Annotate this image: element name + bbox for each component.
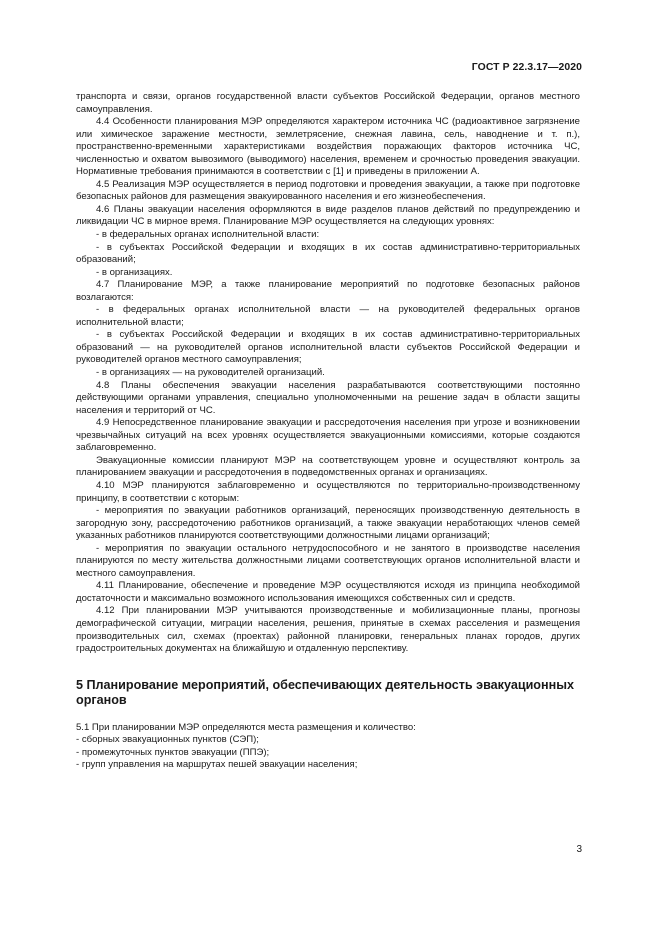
paragraph-4-5: 4.5 Реализация МЭР осуществляется в период подготовки и проведения эвакуации, а также при подготовке безопасных районов для размещения эвакуированного населения и его жизнеобеспечения. — [76, 178, 580, 203]
list-item: - мероприятия по эвакуации остального нетрудоспособного и не занятого в производстве населения планируются по месту жительства должностными лицами соответствующих органов исполнительной власти и местного самоуправления. — [76, 542, 580, 579]
paragraph-4-4: 4.4 Особенности планирования МЭР определяются характером источника ЧС (радиоактивное загрязнение или химическое заражение местности, землетрясение, снежная лавина, сель, наводнение и т. п.), пространственно-временными характеристиками воздействия поражающих факторов источника ЧС, численностью и охватом вывозимого (выводимого) населения, временем и срочностью проведения эвакуации. Нормативные требования принимаются в соответствии с [1] и приведены в приложении А. — [76, 116, 580, 178]
document-body — [76, 91, 580, 772]
list-item: - групп управления на маршрутах пешей эвакуации населения; — [76, 759, 358, 771]
paragraph-4-8: 4.8 Планы обеспечения эвакуации населения разрабатываются соответствующими постоянно действующими органами управления, специально уполномоченными на решение задач в области защиты населения и территорий от ЧС. — [76, 379, 580, 416]
list-item: - в федеральных органах исполнительной власти: — [96, 229, 320, 241]
list-item: - в организациях. — [96, 266, 173, 278]
list-item: - в субъектах Российской Федерации и входящих в их состав административно-территориальных образований; — [76, 241, 580, 266]
list-item: - мероприятия по эвакуации работников организаций, переносящих производственную деятельность в загородную зону, рассредоточению работников организаций, а также эвакуации неработающих членов семей указанных работников планируются соответствующими должностными лицами организаций; — [76, 505, 580, 542]
list-item: - в федеральных органах исполнительной власти — на руководителей федеральных органов исполнительной власти; — [76, 304, 580, 328]
paragraph-4-10: 4.10 МЭР планируются заблаговременно и осуществляются по территориально-производственному принципу, в соответствии с которым: — [76, 479, 580, 504]
list-item: - сборных эвакуационных пунктов (СЭП); — [76, 734, 259, 746]
section-5-title: 5 Планирование мероприятий, обеспечивающих деятельность эвакуационных органов — [76, 677, 574, 707]
paragraph-4-11: 4.11 Планирование, обеспечение и проведение МЭР осуществляются исходя из принципа необходимой достаточности и максимально возможного использования имеющихся собственных сил и средств. — [76, 580, 580, 604]
paragraph: Эвакуационные комиссии планируют МЭР на соответствующем уровне и осуществляют контроль за планированием эвакуации и рассредоточения в подведомственных органах и организациях. — [76, 454, 580, 479]
standard-code-header: ГОСТ Р 22.3.17—2020 — [471, 62, 582, 73]
paragraph-4-9: 4.9 Непосредственное планирование эвакуации и рассредоточения населения при угрозе и возникновении чрезвычайных ситуаций на всех уровнях осуществляется эвакуационными комиссиями, которые создаются заблаговременно. — [76, 417, 580, 454]
paragraph-5-1: 5.1 При планировании МЭР определяются места размещения и количество: — [76, 721, 416, 733]
paragraph-4-6: 4.6 Планы эвакуации населения оформляются в виде разделов планов действий по предупреждению и ликвидации ЧС в мирное время. Планирование МЭР осуществляется на следующих уровнях: — [76, 203, 580, 228]
paragraph-4-7: 4.7 Планирование МЭР, а также планирование мероприятий по подготовке безопасных районов возлагаются: — [76, 279, 580, 303]
list-item: - промежуточных пунктов эвакуации (ППЭ); — [76, 746, 270, 758]
page-number: 3 — [576, 844, 582, 855]
section-5-body — [76, 722, 580, 772]
paragraph-4-12: 4.12 При планировании МЭР учитываются производственные и мобилизационные планы, прогнозы демографической ситуации, миграции населения, решения, принятые в схемах расселения и размещения производительных сил, схемах (проектах) районной планировки, генеральных планах городов, других градостроительных документах на ближайшую и отдаленную перспективу. — [76, 605, 580, 655]
paragraph: транспорта и связи, органов государственной власти субъектов Российской Федерации, органов местного самоуправления. — [76, 91, 580, 115]
list-item: - в организациях — на руководителей организаций. — [96, 367, 325, 379]
list-item: - в субъектах Российской Федерации и входящих в их состав административно-территориальных образований — на руководителей органов исполнительной власти субъектов Российской Федерации и руководителей органов местного самоуправления; — [76, 329, 580, 366]
